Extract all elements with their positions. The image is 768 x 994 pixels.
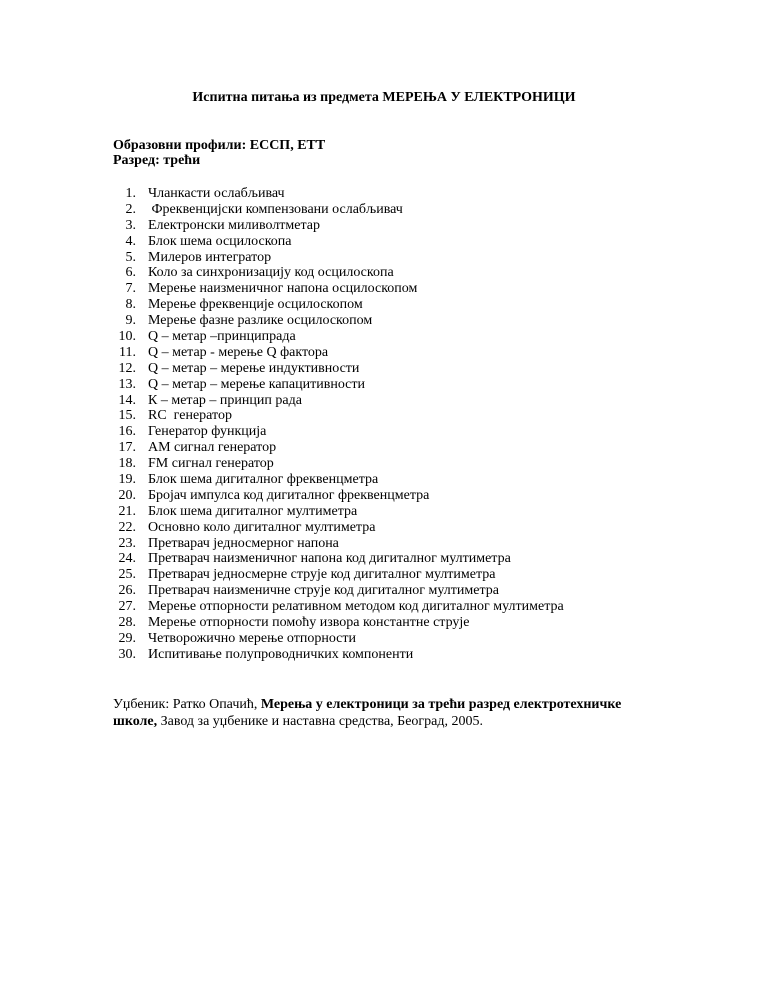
question-item: [113, 186, 564, 202]
question-text: Мерење фреквенције осцилоскопом: [148, 297, 363, 313]
question-item: [113, 377, 564, 393]
question-item: [113, 551, 564, 567]
question-number: 24.: [118, 551, 136, 567]
question-item: [113, 281, 564, 297]
question-item: [113, 631, 564, 647]
question-item: [113, 504, 564, 520]
question-item: [113, 329, 564, 345]
question-number: 14.: [118, 392, 136, 408]
question-text: Блок шема дигиталног фреквенцметра: [148, 472, 379, 488]
question-text: Претварач наизменичне струје код дигиталног мултиметра: [148, 583, 499, 599]
question-item: [113, 234, 564, 250]
question-item: [113, 393, 564, 409]
question-number: 28.: [118, 615, 136, 631]
question-item: [113, 297, 564, 313]
question-number: 4.: [125, 233, 136, 249]
question-text: Бројач импулса код дигиталног фреквенцметра: [148, 487, 430, 503]
textbook-title: Мерења у електроници за трећи разред електротехничке школе,: [113, 697, 622, 729]
document-title: Испитна питања из предмета МЕРЕЊА У ЕЛЕКТРОНИЦИ: [192, 90, 576, 105]
textbook-reference: [113, 696, 653, 730]
education-profiles: Образовни профили: ЕССП, ЕТТ: [113, 138, 326, 153]
question-text: Четворожично мерење отпорности: [148, 630, 357, 646]
question-number: 7.: [125, 281, 136, 297]
question-text: Мерење отпорности релативном методом код дигиталног мултиметра: [148, 599, 564, 615]
question-item: [113, 599, 564, 615]
question-text: Генератор функција: [148, 424, 267, 440]
question-text: FM сигнал генератор: [148, 456, 274, 472]
question-item: [113, 440, 564, 456]
question-number: 29.: [118, 630, 136, 646]
textbook-publisher: Завод за уџбенике и наставна средства, Београд, 2005.: [157, 714, 483, 729]
question-text: АМ сигнал генератор: [148, 440, 277, 456]
question-number: 2.: [125, 201, 136, 217]
question-number: 5.: [125, 249, 136, 265]
question-number: 25.: [118, 567, 136, 583]
question-text: Фреквенцијски компензовани ослабљивач: [148, 201, 403, 217]
grade-label: Разред: трећи: [113, 153, 201, 168]
question-number: 12.: [118, 360, 136, 376]
question-number: 10.: [118, 329, 136, 345]
question-number: 17.: [118, 440, 136, 456]
question-item: [113, 250, 564, 266]
question-number: 3.: [125, 217, 136, 233]
question-number: 23.: [118, 535, 136, 551]
question-number: 27.: [118, 599, 136, 615]
question-item: [113, 424, 564, 440]
question-item: [113, 345, 564, 361]
question-number: 22.: [118, 519, 136, 535]
question-text: Блок шема дигиталног мултиметра: [148, 503, 358, 519]
question-number: 26.: [118, 583, 136, 599]
question-text: Q – метар –принципрада: [148, 329, 296, 345]
question-item: [113, 313, 564, 329]
question-item: [113, 567, 564, 583]
question-number: 13.: [118, 376, 136, 392]
question-number: 20.: [118, 487, 136, 503]
question-text: Основно коло дигиталног мултиметра: [148, 519, 376, 535]
question-text: Коло за синхронизацију код осцилоскопа: [148, 265, 394, 281]
question-item: [113, 536, 564, 552]
question-text: Електронски миливолтметар: [148, 217, 320, 233]
question-number: 18.: [118, 456, 136, 472]
question-number: 9.: [125, 313, 136, 329]
question-item: [113, 488, 564, 504]
question-item: [113, 472, 564, 488]
question-number: 1.: [125, 186, 136, 201]
question-number: 19.: [118, 472, 136, 488]
question-text: Q – метар – мерење капацитивности: [148, 376, 366, 392]
question-text: Претварач једносмерног напона: [148, 535, 339, 551]
question-text: Мерење фазне разлике осцилоскопом: [148, 313, 373, 329]
question-item: [113, 647, 564, 663]
question-text: RC генератор: [148, 408, 232, 424]
question-text: Милеров интегратор: [148, 249, 272, 265]
question-item: [113, 202, 564, 218]
question-text: Q – метар – мерење индуктивности: [148, 360, 360, 376]
question-text: К – метар – принцип рада: [148, 392, 302, 408]
question-number: 16.: [118, 424, 136, 440]
question-item: [113, 265, 564, 281]
question-number: 21.: [118, 503, 136, 519]
question-item: [113, 583, 564, 599]
question-text: Претварач једносмерне струје код дигиталног мултиметра: [148, 567, 496, 583]
question-item: [113, 456, 564, 472]
question-item: [113, 361, 564, 377]
question-number: 15.: [118, 408, 136, 424]
question-item: [113, 408, 564, 424]
question-item: [113, 520, 564, 536]
question-text: Мерење наизменичног напона осцилоскопом: [148, 281, 418, 297]
textbook-prefix: Уџбеник: Ратко Опачић,: [113, 697, 261, 712]
question-number: 30.: [118, 646, 136, 662]
question-number: 11.: [119, 344, 136, 360]
question-text: Q – метар - мерење Q фактора: [148, 344, 329, 360]
question-text: Испитивање полупроводничких компоненти: [148, 646, 414, 662]
question-text: Блок шема осцилоскопа: [148, 233, 292, 249]
question-text: Чланкасти ослабљивач: [148, 186, 285, 201]
question-item: [113, 218, 564, 234]
question-number: 6.: [125, 265, 136, 281]
question-number: 8.: [125, 297, 136, 313]
question-text: Претварач наизменичног напона код дигиталног мултиметра: [148, 551, 511, 567]
question-list: [113, 186, 564, 663]
question-text: Мерење отпорности помоћу извора константне струје: [148, 615, 470, 631]
question-item: [113, 615, 564, 631]
